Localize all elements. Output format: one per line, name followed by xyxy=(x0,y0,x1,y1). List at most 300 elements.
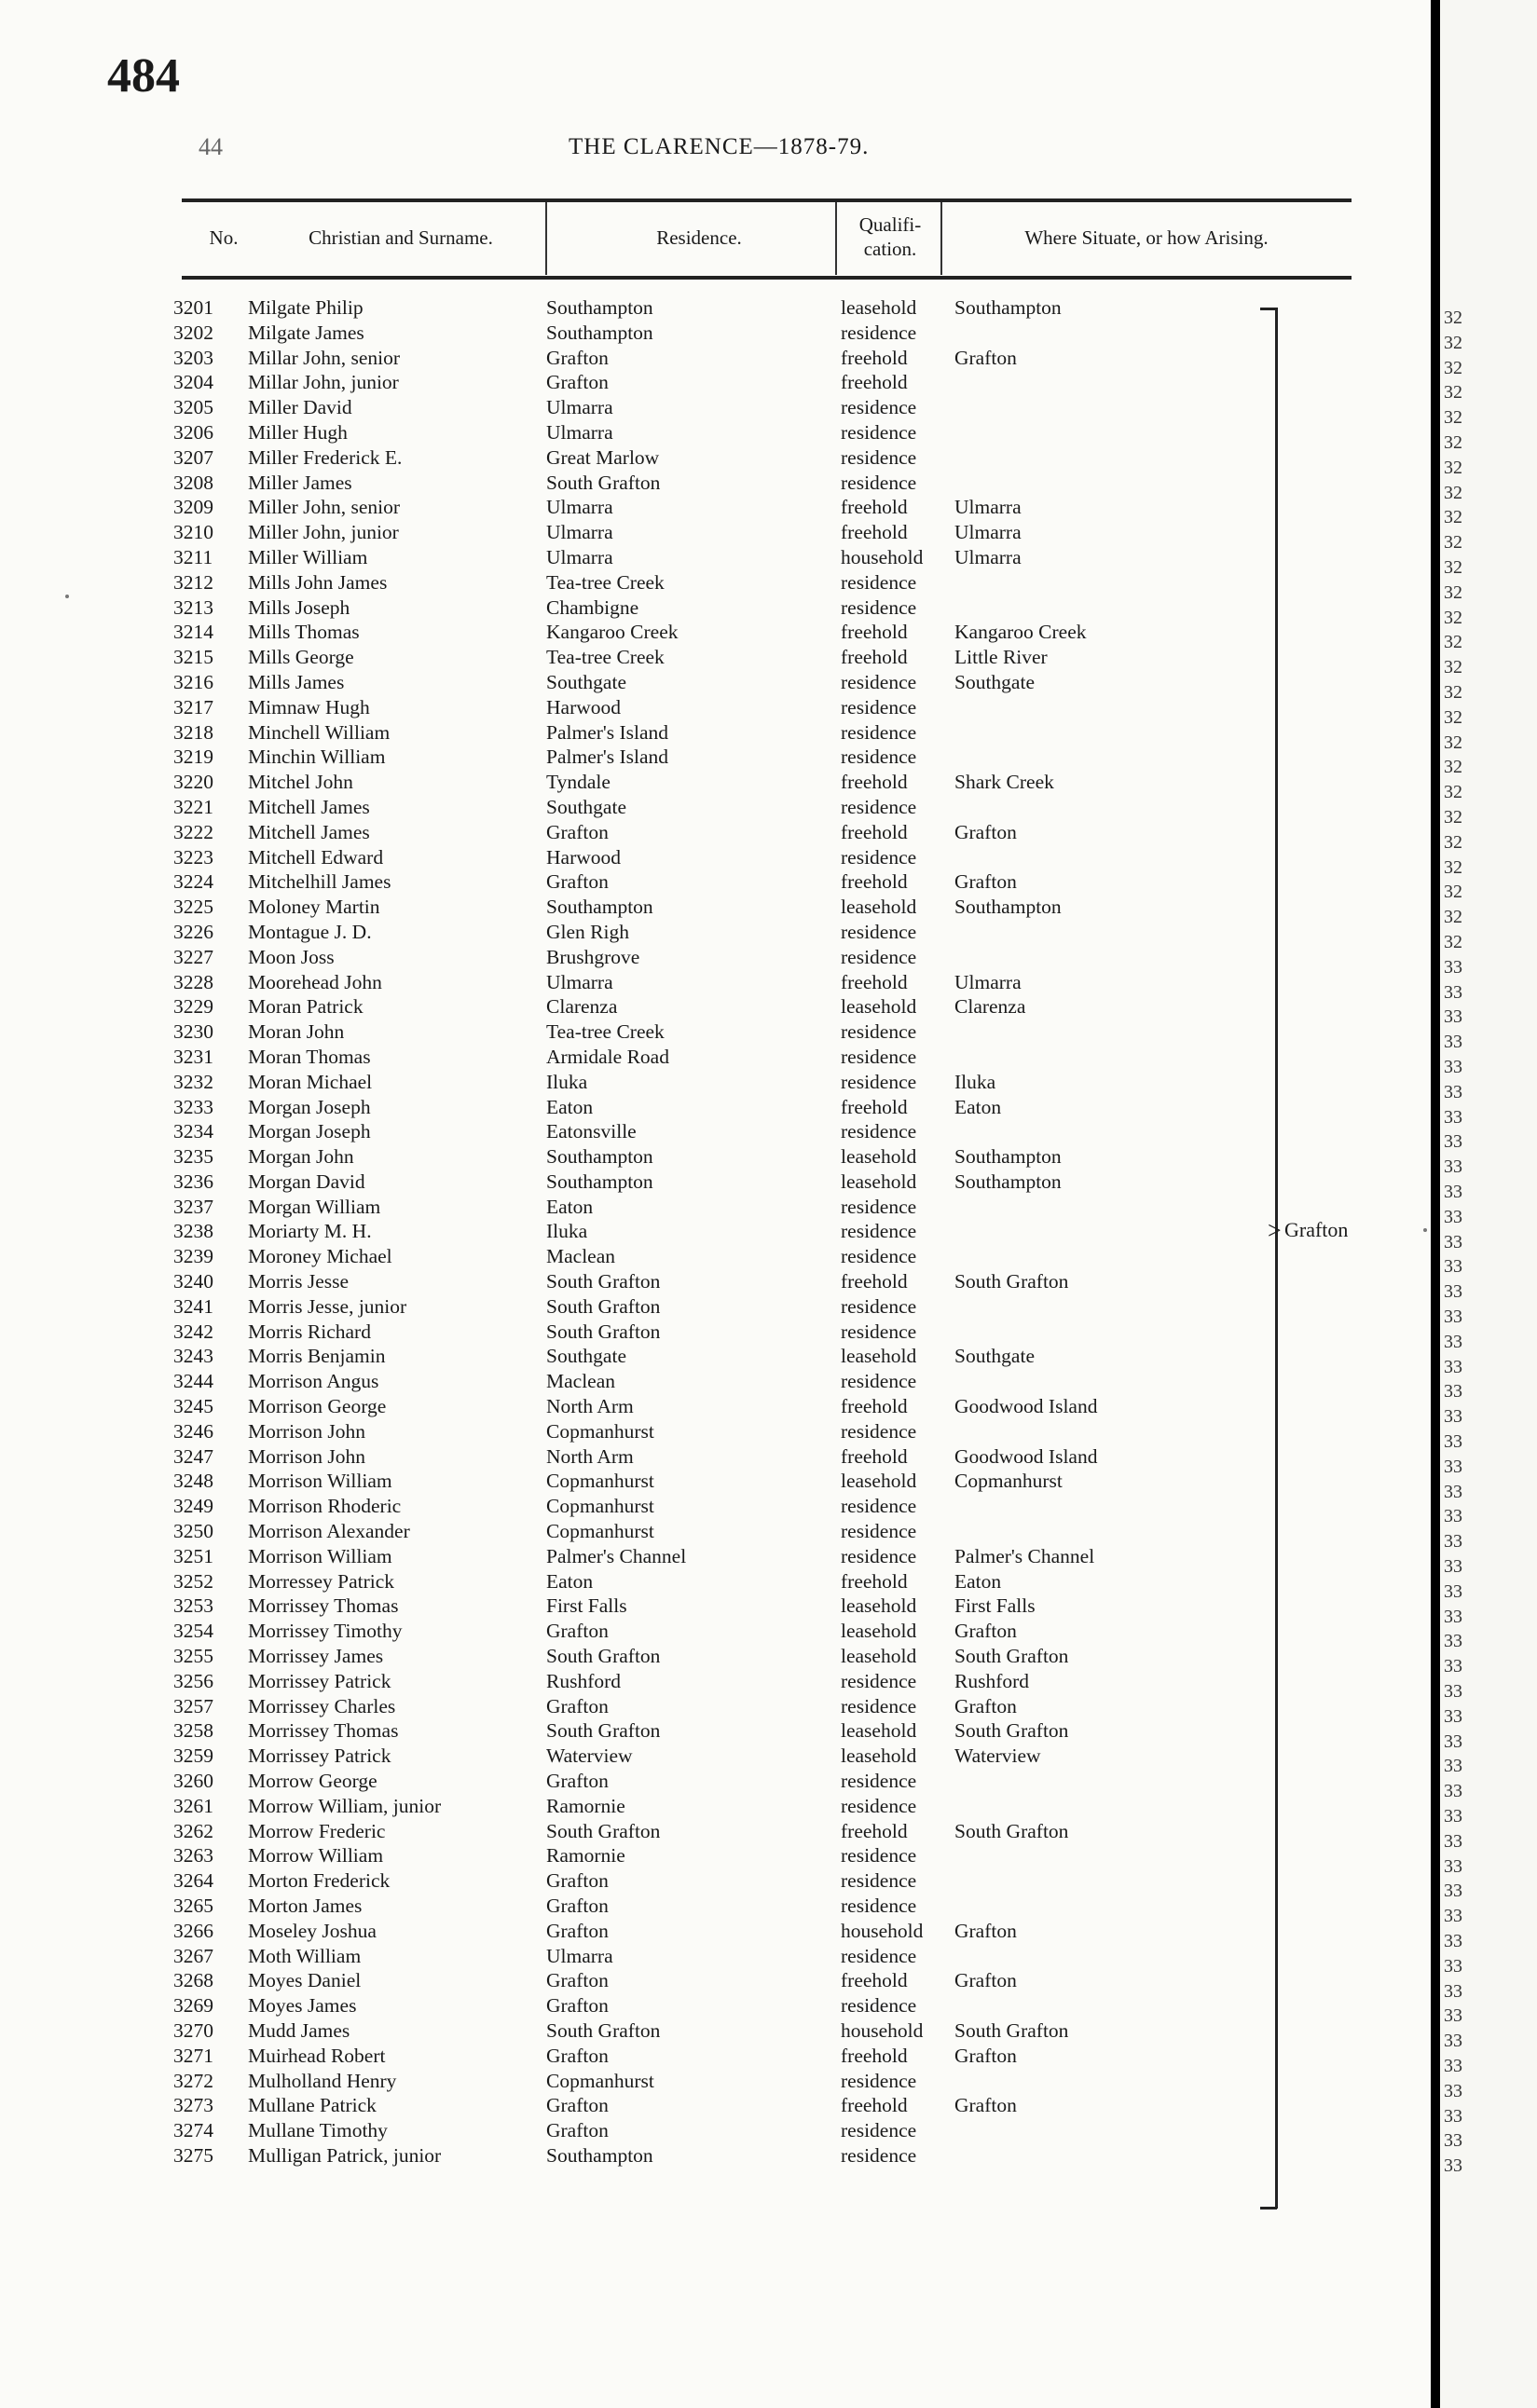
adjacent-page-number-fragment: 33 xyxy=(1444,1855,1462,1877)
column-divider-qualification xyxy=(835,202,837,275)
elector-qualification: residence xyxy=(841,2119,917,2142)
elector-number: 3214 xyxy=(173,621,213,644)
elector-number: 3253 xyxy=(173,1594,213,1618)
elector-residence: Grafton xyxy=(546,2119,609,2142)
elector-residence: South Grafton xyxy=(546,1819,661,1842)
elector-qualification: residence xyxy=(841,1544,917,1567)
elector-qualification: residence xyxy=(841,720,917,744)
elector-residence: Southampton xyxy=(546,321,653,344)
elector-number: 3243 xyxy=(173,1345,213,1368)
elector-name: Morrow George xyxy=(248,1770,377,1793)
elector-residence: Ulmarra xyxy=(546,496,613,519)
adjacent-page-number-fragment: 33 xyxy=(1444,1081,1462,1102)
elector-residence: Maclean xyxy=(546,1370,616,1393)
elector-residence: Ramornie xyxy=(546,1844,625,1868)
elector-number: 3222 xyxy=(173,820,213,843)
column-header-residence: Residence. xyxy=(656,226,742,249)
elector-qualification: household xyxy=(841,1919,924,1942)
elector-where-situate: Kangaroo Creek xyxy=(954,621,1087,644)
elector-qualification: residence xyxy=(841,695,917,718)
elector-number: 3267 xyxy=(173,1944,213,1967)
elector-residence: Tea-tree Creek xyxy=(546,570,665,594)
elector-residence: Eaton xyxy=(546,1095,594,1118)
elector-qualification: leasehold xyxy=(841,1594,917,1618)
elector-qualification: freehold xyxy=(841,2044,908,2067)
elector-residence: Southgate xyxy=(546,795,626,818)
elector-number: 3237 xyxy=(173,1195,213,1218)
elector-number: 3247 xyxy=(173,1444,213,1468)
adjacent-page-number-fragment: 32 xyxy=(1444,807,1462,828)
elector-residence: Ulmarra xyxy=(546,970,613,993)
elector-name: Morrison Rhoderic xyxy=(248,1495,402,1518)
elector-residence: Southgate xyxy=(546,670,626,693)
adjacent-page-number-fragment: 32 xyxy=(1444,308,1462,328)
adjacent-page-number-fragment: 33 xyxy=(1444,1506,1462,1527)
column-header-where: Where Situate, or how Arising. xyxy=(1024,226,1269,249)
elector-qualification: residence xyxy=(841,845,917,869)
elector-residence: Copmanhurst xyxy=(546,1520,654,1543)
table-row xyxy=(0,1620,1431,1645)
elector-number: 3238 xyxy=(173,1220,213,1243)
elector-where-situate: First Falls xyxy=(954,1594,1036,1618)
elector-name: Mimnaw Hugh xyxy=(248,695,370,718)
elector-residence: Waterview xyxy=(546,1744,633,1768)
adjacent-page-number-fragment: 32 xyxy=(1444,332,1462,353)
elector-name: Morrison Alexander xyxy=(248,1520,410,1543)
bracket-bottom-cap xyxy=(1260,2207,1277,2210)
adjacent-page-number-fragment: 32 xyxy=(1444,856,1462,878)
elector-number: 3201 xyxy=(173,296,213,319)
adjacent-page-number-fragment: 33 xyxy=(1444,1456,1462,1477)
elector-number: 3242 xyxy=(173,1320,213,1343)
table-row xyxy=(0,2094,1431,2119)
adjacent-page-number-fragment: 33 xyxy=(1444,1881,1462,1902)
elector-number: 3264 xyxy=(173,1869,213,1893)
elector-number: 3239 xyxy=(173,1245,213,1268)
adjacent-page-number-fragment: 32 xyxy=(1444,357,1462,378)
adjacent-page-number-fragment: 32 xyxy=(1444,407,1462,429)
elector-residence: South Grafton xyxy=(546,1645,661,1668)
elector-where-situate: Grafton xyxy=(954,1969,1017,1992)
elector-residence: Grafton xyxy=(546,1694,609,1717)
elector-qualification: freehold xyxy=(841,970,908,993)
elector-qualification: freehold xyxy=(841,371,908,394)
adjacent-page-number-fragment: 33 xyxy=(1444,1032,1462,1053)
elector-number: 3203 xyxy=(173,346,213,369)
elector-where-situate: Southampton xyxy=(954,1145,1062,1169)
bracket-line xyxy=(1275,308,1278,2209)
elector-name: Morton Frederick xyxy=(248,1869,391,1893)
table-row xyxy=(0,1096,1431,1121)
adjacent-page-number-fragment: 33 xyxy=(1444,1206,1462,1227)
elector-qualification: freehold xyxy=(841,1569,908,1593)
elector-name: Mills Joseph xyxy=(248,595,350,619)
adjacent-page-number-fragment: 33 xyxy=(1444,981,1462,1003)
elector-name: Morrison William xyxy=(248,1544,392,1567)
table-row xyxy=(0,1470,1431,1495)
elector-name: Mills James xyxy=(248,670,345,693)
elector-number: 3261 xyxy=(173,1794,213,1817)
elector-number: 3221 xyxy=(173,795,213,818)
elector-number: 3229 xyxy=(173,995,213,1019)
table-row xyxy=(0,896,1431,921)
elector-qualification: residence xyxy=(841,1844,917,1868)
elector-number: 3240 xyxy=(173,1270,213,1293)
adjacent-page-number-fragment: 33 xyxy=(1444,1631,1462,1652)
table-row xyxy=(0,1320,1431,1346)
elector-name: Morressey Patrick xyxy=(248,1569,395,1593)
elector-name: Moth William xyxy=(248,1944,362,1967)
adjacent-page-number-fragment: 32 xyxy=(1444,682,1462,703)
elector-name: Mudd James xyxy=(248,2018,350,2042)
column-divider-where xyxy=(940,202,942,275)
elector-name: Morrow William, junior xyxy=(248,1794,442,1817)
elector-name: Moran Michael xyxy=(248,1070,373,1093)
adjacent-page-number-fragment: 33 xyxy=(1444,1830,1462,1852)
table-row xyxy=(0,1645,1431,1670)
elector-qualification: residence xyxy=(841,396,917,419)
elector-residence: Armidale Road xyxy=(546,1045,669,1068)
elector-name: Mills John James xyxy=(248,570,388,594)
elector-qualification: residence xyxy=(841,2069,917,2092)
elector-where-situate: Ulmarra xyxy=(954,521,1022,544)
elector-residence: Grafton xyxy=(546,1620,609,1643)
elector-qualification: residence xyxy=(841,445,917,469)
table-row xyxy=(0,870,1431,896)
adjacent-page-number-fragment: 33 xyxy=(1444,1182,1462,1202)
elector-qualification: freehold xyxy=(841,1095,908,1118)
adjacent-page-number-fragment: 32 xyxy=(1444,482,1462,503)
elector-where-situate: South Grafton xyxy=(954,2018,1069,2042)
adjacent-page-number-fragment: 32 xyxy=(1444,657,1462,678)
table-row xyxy=(0,671,1431,696)
elector-number: 3224 xyxy=(173,870,213,894)
adjacent-page-number-fragment: 32 xyxy=(1444,782,1462,803)
table-row xyxy=(0,496,1431,521)
adjacent-page-number-fragment: 33 xyxy=(1444,1756,1462,1777)
table-row xyxy=(0,1046,1431,1071)
elector-name: Morrissey Patrick xyxy=(248,1744,391,1768)
elector-number: 3266 xyxy=(173,1919,213,1942)
elector-residence: Grafton xyxy=(546,346,609,369)
table-row xyxy=(0,1844,1431,1869)
adjacent-page-edge xyxy=(1440,0,1537,2408)
elector-qualification: residence xyxy=(841,1895,917,1917)
elector-name: Millar John, junior xyxy=(248,371,399,394)
elector-name: Morris Jesse xyxy=(248,1270,350,1293)
elector-qualification: residence xyxy=(841,1495,917,1518)
adjacent-page-number-fragment: 32 xyxy=(1444,882,1462,903)
elector-number: 3225 xyxy=(173,896,213,919)
adjacent-page-number-fragment: 33 xyxy=(1444,1980,1462,2002)
adjacent-page-number-fragment: 33 xyxy=(1444,2056,1462,2076)
adjacent-page-number-fragment: 33 xyxy=(1444,1781,1462,1802)
elector-number: 3262 xyxy=(173,1819,213,1842)
elector-name: Mitchel John xyxy=(248,771,353,794)
elector-name: Mitchell James xyxy=(248,820,370,843)
running-title: THE CLARENCE—1878-79. xyxy=(569,134,870,159)
elector-residence: Rushford xyxy=(546,1669,622,1692)
elector-where-situate: Grafton xyxy=(954,346,1017,369)
elector-residence: Grafton xyxy=(546,820,609,843)
table-row xyxy=(0,1196,1431,1221)
elector-qualification: residence xyxy=(841,1419,917,1443)
elector-name: Miller David xyxy=(248,396,352,419)
elector-qualification: residence xyxy=(841,321,917,344)
elector-number: 3235 xyxy=(173,1145,213,1169)
elector-name: Mitchelhill James xyxy=(248,870,391,894)
table-row xyxy=(0,1395,1431,1420)
elector-qualification: residence xyxy=(841,1245,917,1268)
adjacent-page-number-fragment: 33 xyxy=(1444,1931,1462,1951)
elector-residence: Southampton xyxy=(546,296,653,319)
elector-qualification: freehold xyxy=(841,1270,908,1293)
elector-qualification: residence xyxy=(841,1195,917,1218)
elector-qualification: residence xyxy=(841,420,917,444)
table-row xyxy=(0,1945,1431,1970)
elector-name: Morrissey Patrick xyxy=(248,1669,391,1692)
header-bottom-rule xyxy=(182,276,1352,280)
elector-qualification: leasehold xyxy=(841,896,917,919)
elector-number: 3217 xyxy=(173,695,213,718)
elector-qualification: freehold xyxy=(841,820,908,843)
table-row xyxy=(0,1295,1431,1320)
elector-number: 3231 xyxy=(173,1045,213,1068)
elector-qualification: residence xyxy=(841,1045,917,1068)
elector-residence: Southampton xyxy=(546,1170,653,1193)
elector-name: Morgan Joseph xyxy=(248,1095,371,1118)
elector-where-situate: Little River xyxy=(954,646,1048,669)
elector-where-situate: Shark Creek xyxy=(954,771,1054,794)
elector-qualification: residence xyxy=(841,595,917,619)
elector-number: 3255 xyxy=(173,1645,213,1668)
elector-qualification: residence xyxy=(841,945,917,968)
elector-name: Morgan David xyxy=(248,1170,365,1193)
table-row xyxy=(0,1795,1431,1820)
elector-residence: South Grafton xyxy=(546,471,661,494)
elector-name: Morgan William xyxy=(248,1195,381,1218)
elector-number: 3246 xyxy=(173,1419,213,1443)
adjacent-page-number-fragment: 32 xyxy=(1444,557,1462,578)
elector-number: 3206 xyxy=(173,420,213,444)
elector-number: 3241 xyxy=(173,1294,213,1318)
table-row xyxy=(0,796,1431,821)
table-row xyxy=(0,621,1431,646)
elector-name: Montague J. D. xyxy=(248,920,372,943)
elector-number: 3252 xyxy=(173,1569,213,1593)
elector-where-situate: Grafton xyxy=(954,1919,1017,1942)
adjacent-page-number-fragment: 33 xyxy=(1444,1006,1462,1028)
elector-name: Moran John xyxy=(248,1020,345,1044)
elector-where-situate: Grafton xyxy=(954,2094,1017,2117)
column-divider-residence xyxy=(545,202,547,275)
elector-qualification: residence xyxy=(841,795,917,818)
elector-where-situate: South Grafton xyxy=(954,1270,1069,1293)
elector-qualification: household xyxy=(841,545,924,568)
elector-residence: Kangaroo Creek xyxy=(546,621,679,644)
elector-residence: Copmanhurst xyxy=(546,1470,654,1493)
elector-qualification: freehold xyxy=(841,646,908,669)
elector-name: Milgate Philip xyxy=(248,296,364,319)
elector-residence: South Grafton xyxy=(546,1270,661,1293)
elector-number: 3232 xyxy=(173,1070,213,1093)
elector-where-situate: South Grafton xyxy=(954,1819,1069,1842)
elector-name: Morrison John xyxy=(248,1419,366,1443)
elector-qualification: freehold xyxy=(841,346,908,369)
elector-qualification: leasehold xyxy=(841,1719,917,1743)
table-row xyxy=(0,1495,1431,1520)
elector-qualification: leasehold xyxy=(841,1744,917,1768)
elector-qualification: leasehold xyxy=(841,1170,917,1193)
elector-where-situate: Southgate xyxy=(954,670,1035,693)
elector-residence: Ulmarra xyxy=(546,545,613,568)
table-row xyxy=(0,1245,1431,1270)
elector-residence: Southampton xyxy=(546,896,653,919)
elector-name: Miller Frederick E. xyxy=(248,445,403,469)
elector-name: Moloney Martin xyxy=(248,896,380,919)
table-row xyxy=(0,1071,1431,1096)
elector-where-situate: Waterview xyxy=(954,1744,1041,1768)
adjacent-page-number-fragment: 32 xyxy=(1444,907,1462,928)
elector-qualification: residence xyxy=(841,471,917,494)
adjacent-page-number-fragment: 32 xyxy=(1444,532,1462,554)
elector-number: 3257 xyxy=(173,1694,213,1717)
elector-qualification: freehold xyxy=(841,621,908,644)
adjacent-page-number-fragment: 33 xyxy=(1444,1231,1462,1252)
table-row xyxy=(0,1920,1431,1945)
header-top-rule xyxy=(182,198,1352,202)
adjacent-page-number-fragment: 33 xyxy=(1444,2155,1462,2177)
elector-residence: Grafton xyxy=(546,2094,609,2117)
table-row xyxy=(0,646,1431,671)
elector-number: 3236 xyxy=(173,1170,213,1193)
elector-qualification: residence xyxy=(841,1994,917,2018)
adjacent-page-number-fragment: 32 xyxy=(1444,581,1462,603)
bracket-point: > xyxy=(1268,1217,1282,1244)
elector-name: Moyes James xyxy=(248,1994,357,2018)
elector-qualification: leasehold xyxy=(841,995,917,1019)
adjacent-page-number-fragment: 32 xyxy=(1444,607,1462,628)
elector-name: Morrison Angus xyxy=(248,1370,379,1393)
table-row xyxy=(0,1594,1431,1620)
elector-residence: Ulmarra xyxy=(546,420,613,444)
table-row xyxy=(0,771,1431,796)
elector-number: 3271 xyxy=(173,2044,213,2067)
elector-name: Mills Thomas xyxy=(248,621,360,644)
adjacent-page-number-fragment: 32 xyxy=(1444,831,1462,853)
elector-qualification: household xyxy=(841,2018,924,2042)
adjacent-page-number-fragment: 33 xyxy=(1444,1531,1462,1553)
elector-number: 3213 xyxy=(173,595,213,619)
elector-name: Morton James xyxy=(248,1895,363,1917)
table-row xyxy=(0,1570,1431,1595)
elector-residence: Harwood xyxy=(546,695,622,718)
elector-qualification: freehold xyxy=(841,870,908,894)
elector-number: 3256 xyxy=(173,1669,213,1692)
elector-number: 3251 xyxy=(173,1544,213,1567)
elector-qualification: freehold xyxy=(841,2094,908,2117)
elector-name: Mills George xyxy=(248,646,354,669)
table-row xyxy=(0,1420,1431,1445)
elector-qualification: residence xyxy=(841,1320,917,1343)
elector-residence: Chambigne xyxy=(546,595,639,619)
elector-residence: Grafton xyxy=(546,1895,609,1917)
elector-name: Morrison John xyxy=(248,1444,366,1468)
elector-where-situate: Southampton xyxy=(954,296,1062,319)
elector-residence: Tea-tree Creek xyxy=(546,1020,665,1044)
table-row xyxy=(0,1670,1431,1695)
elector-number: 3272 xyxy=(173,2069,213,2092)
column-header-no: No. xyxy=(209,226,239,249)
table-row xyxy=(0,1345,1431,1370)
elector-qualification: residence xyxy=(841,1694,917,1717)
elector-name: Morrissey Thomas xyxy=(248,1594,399,1618)
elector-name: Minchell William xyxy=(248,720,391,744)
table-row xyxy=(0,1120,1431,1145)
elector-residence: Maclean xyxy=(546,1245,616,1268)
elector-where-situate: Eaton xyxy=(954,1569,1002,1593)
elector-residence: Grafton xyxy=(546,1869,609,1893)
elector-residence: South Grafton xyxy=(546,1719,661,1743)
table-row xyxy=(0,721,1431,746)
elector-name: Miller John, junior xyxy=(248,521,399,544)
elector-qualification: leasehold xyxy=(841,1345,917,1368)
table-row xyxy=(0,546,1431,571)
elector-name: Moorehead John xyxy=(248,970,382,993)
elector-residence: Ulmarra xyxy=(546,1944,613,1967)
elector-number: 3245 xyxy=(173,1395,213,1418)
elector-number: 3249 xyxy=(173,1495,213,1518)
elector-where-situate: Grafton xyxy=(954,2044,1017,2067)
elector-where-situate: Ulmarra xyxy=(954,496,1022,519)
table-row xyxy=(0,746,1431,771)
elector-where-situate: Southampton xyxy=(954,896,1062,919)
elector-where-situate: Eaton xyxy=(954,1095,1002,1118)
elector-where-situate: Southgate xyxy=(954,1345,1035,1368)
elector-residence: Copmanhurst xyxy=(546,1419,654,1443)
elector-number: 3210 xyxy=(173,521,213,544)
adjacent-page-number-fragment: 33 xyxy=(1444,1580,1462,1602)
elector-name: Morgan John xyxy=(248,1145,354,1169)
elector-qualification: residence xyxy=(841,1294,917,1318)
elector-name: Morrison William xyxy=(248,1470,392,1493)
elector-number: 3244 xyxy=(173,1370,213,1393)
elector-residence: Southampton xyxy=(546,1145,653,1169)
elector-where-situate: Goodwood Island xyxy=(954,1395,1098,1418)
table-row xyxy=(0,1370,1431,1395)
elector-residence: Harwood xyxy=(546,845,622,869)
elector-name: Mulligan Patrick, junior xyxy=(248,2143,442,2167)
table-row xyxy=(0,2019,1431,2045)
adjacent-page-number-fragment: 33 xyxy=(1444,1256,1462,1278)
elector-name: Morrissey Charles xyxy=(248,1694,396,1717)
elector-name: Milgate James xyxy=(248,321,364,344)
table-row xyxy=(0,1445,1431,1471)
adjacent-page-number-fragment: 33 xyxy=(1444,2130,1462,2152)
elector-name: Mulholland Henry xyxy=(248,2069,397,2092)
elector-number: 3228 xyxy=(173,970,213,993)
table-row xyxy=(0,521,1431,546)
elector-name: Morrison George xyxy=(248,1395,387,1418)
adjacent-page-number-fragment: 32 xyxy=(1444,932,1462,952)
elector-name: Morris Jesse, junior xyxy=(248,1294,407,1318)
elector-qualification: residence xyxy=(841,1020,917,1044)
elector-number: 3208 xyxy=(173,471,213,494)
adjacent-page-number-fragment: 33 xyxy=(1444,1131,1462,1153)
elector-qualification: leasehold xyxy=(841,1645,917,1668)
elector-qualification: residence xyxy=(841,1120,917,1143)
elector-qualification: residence xyxy=(841,570,917,594)
